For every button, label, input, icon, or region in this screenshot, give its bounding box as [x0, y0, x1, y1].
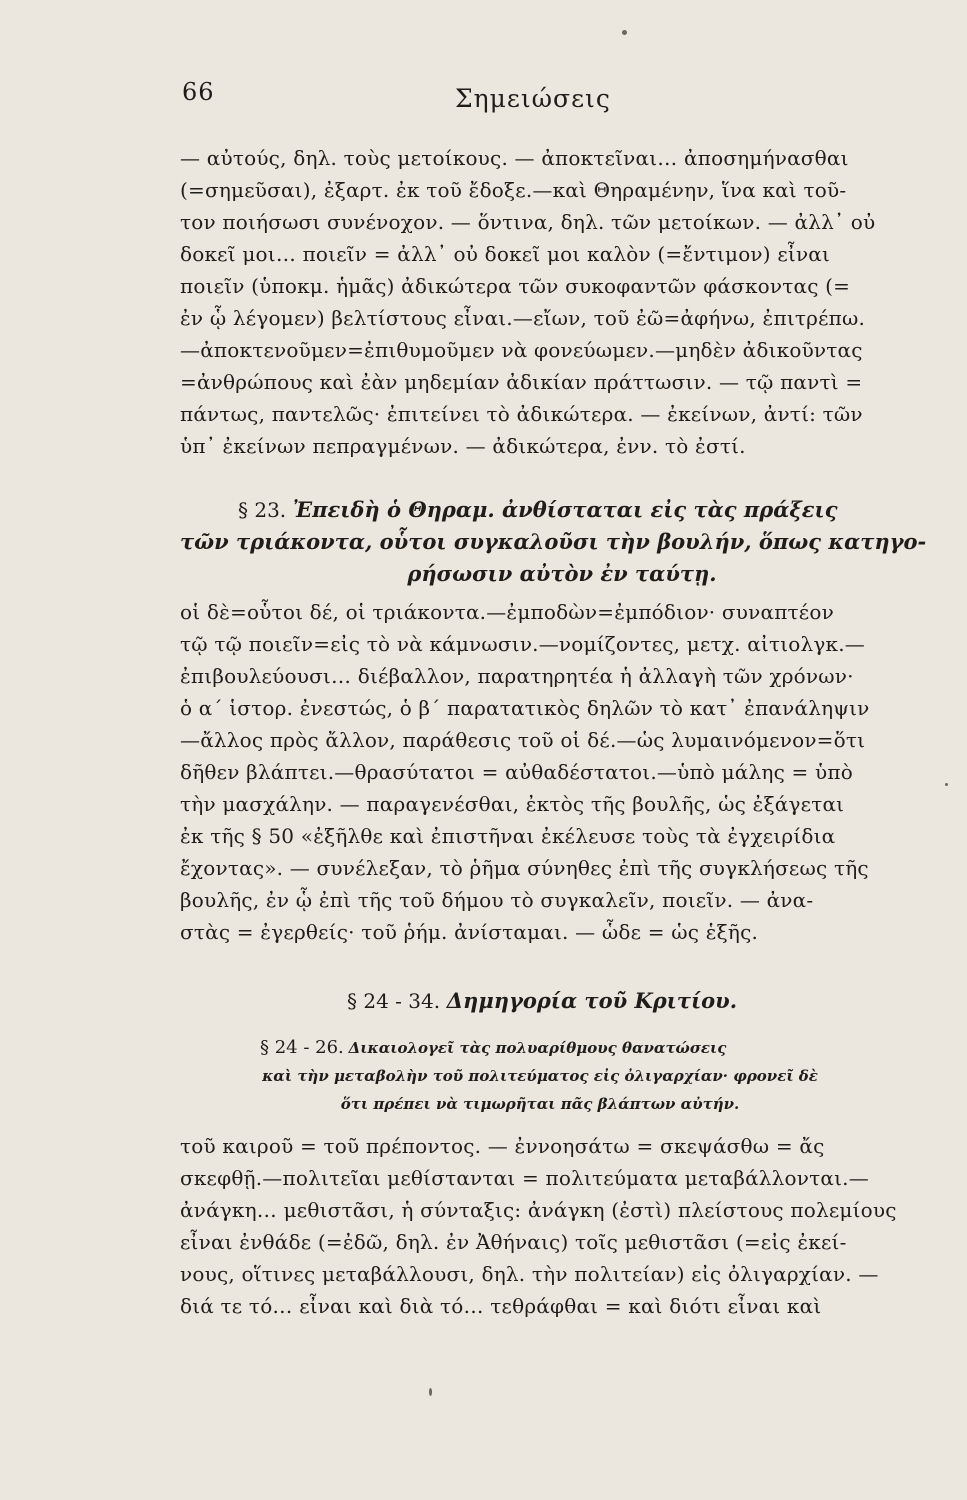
- section-number: § 24 - 26.: [260, 1037, 344, 1058]
- text-line: ὑπ᾽ ἐκείνων πεπραγμένων. — ἀδικώτερα, ἐνν. τὸ ἐστί.: [180, 434, 746, 458]
- paragraph-notes-23: [180, 596, 904, 948]
- summary-line: καὶ τὴν μεταβολὴν τοῦ πολιτεύματος εἰς ὀλιγαρχίαν· φρονεῖ δὲ: [262, 1067, 818, 1085]
- text-line: ἐν ᾧ λέγομεν) βελτίστους εἶναι.—εἴων, τοῦ ἐῶ=ἀφήνω, ἐπιτρέπω.: [180, 306, 866, 330]
- section-number: § 23.: [238, 498, 287, 522]
- paper-speck: [945, 783, 948, 786]
- text-line: ἐπιβουλεύουσι… διέβαλλον, παρατηρητέα ἡ ἀλλαγὴ τῶν χρόνων·: [180, 664, 854, 688]
- text-line: ὁ α´ ἱστορ. ἐνεστώς, ὁ β´ παρατατικὸς δηλῶν τὸ κατ᾽ ἐπανάληψιν: [180, 696, 870, 720]
- paragraph-notes-24: [180, 1130, 904, 1322]
- text-line: τοῦ καιροῦ = τοῦ πρέποντος. — ἐννοησάτω = σκεψάσθω = ἄς: [180, 1134, 825, 1158]
- section-24-34-heading: [180, 984, 904, 1018]
- section-24-26-summary: [200, 1034, 880, 1118]
- heading-line: Ἐπειδὴ ὁ Θηραμ. ἀνθίσταται εἰς τὰς πράξεις: [292, 497, 838, 522]
- text-line: στὰς = ἐγερθείς· τοῦ ῥήμ. ἀνίσταμαι. — ὧδε = ὡς ἑξῆς.: [180, 920, 759, 944]
- paragraph-notes-22: [180, 142, 904, 462]
- section-title: Δημηγορία τοῦ Κριτίου.: [446, 988, 738, 1013]
- text-line: τον ποιήσωσι συνένοχον. — ὅντινα, δηλ. τῶν μετοίκων. — ἀλλ᾽ οὐ: [180, 210, 876, 234]
- text-line: δοκεῖ μοι… ποιεῖν = ἀλλ᾽ οὐ δοκεῖ μοι καλὸν (=ἔντιμον) εἶναι: [180, 242, 831, 266]
- text-line: (=σημεῦσαι), ἐξαρτ. ἐκ τοῦ ἔδοξε.—καὶ Θηραμένην, ἵνα καὶ τοῦ-: [180, 178, 847, 202]
- text-line: τὴν μασχάλην. — παραγενέσθαι, ἐκτὸς τῆς βουλῆς, ὡς ἐξάγεται: [180, 792, 845, 816]
- summary-line: Δικαιολογεῖ τὰς πολυαρίθμους θανατώσεις: [348, 1039, 727, 1057]
- text-line: σκεφθῇ.—πολιτεῖαι μεθίστανται = πολιτεύματα μεταβάλλονται.—: [180, 1166, 869, 1190]
- text-line: — αὐτούς, δηλ. τοὺς μετοίκους. — ἀποκτεῖναι… ἀποσημήνασθαι: [180, 146, 849, 170]
- text-line: ποιεῖν (ὑποκμ. ἡμᾶς) ἀδικώτερα τῶν συκοφαντῶν φάσκοντας (=: [180, 274, 851, 298]
- text-line: τῷ τῷ ποιεῖν=εἰς τὸ νὰ κάμνωσιν.—νομίζοντες, μετχ. αἰτιολγκ.—: [180, 632, 865, 656]
- summary-line: ὅτι πρέπει νὰ τιμωρῆται πᾶς βλάπτων αὐτήν.: [340, 1095, 740, 1113]
- text-line: οἱ δὲ=οὗτοι δέ, οἱ τριάκοντα.—ἐμποδὼν=ἐμπόδιον· συναπτέον: [180, 600, 834, 624]
- heading-line: τῶν τριάκοντα, οὗτοι συγκαλοῦσι τὴν βουλήν, ὅπως κατηγο-: [180, 529, 927, 554]
- running-head: Σημειώσεις: [455, 84, 611, 113]
- text-line: ἐκ τῆς § 50 «ἐξῆλθε καὶ ἐπιστῆναι ἐκέλευσε τοὺς τὰ ἐγχειρίδια: [180, 824, 836, 848]
- section-23-heading: [180, 494, 927, 590]
- paper-speck: [429, 1388, 432, 1396]
- text-line: πάντως, παντελῶς· ἐπιτείνει τὸ ἀδικώτερα. — ἐκείνων, ἀντί: τῶν: [180, 402, 863, 426]
- text-line: —ἄλλος πρὸς ἄλλον, παράθεσις τοῦ οἱ δέ.—ὡς λυμαινόμενον=ὅτι: [180, 728, 866, 752]
- text-line: ἀνάγκη… μεθιστᾶσι, ἡ σύνταξις: ἀνάγκη (ἐστὶ) πλείστους πολεμίους: [180, 1198, 897, 1222]
- text-line: εἶναι ἐνθάδε (=ἐδῶ, δηλ. ἐν Ἀθήναις) τοῖς μεθιστᾶσι (=εἰς ἐκεί-: [180, 1230, 847, 1254]
- text-line: =ἀνθρώπους καὶ ἐὰν μηδεμίαν ἀδικίαν πράττωσιν. — τῷ παντὶ =: [180, 370, 863, 394]
- text-line: ἔχοντας». — συνέλεξαν, τὸ ῥῆμα σύνηθες ἐπὶ τῆς συγκλήσεως τῆς: [180, 856, 869, 880]
- page-number: 66: [182, 78, 215, 106]
- text-line: διά τε τό… εἶναι καὶ διὰ τό… τεθράφθαι = καὶ διότι εἶναι καὶ: [180, 1294, 822, 1318]
- text-line: —ἀποκτενοῦμεν=ἐπιθυμοῦμεν νὰ φονεύωμεν.—μηδὲν ἀδικοῦντας: [180, 338, 863, 362]
- heading-line: ρήσωσιν αὐτὸν ἐν ταύτῃ.: [407, 561, 717, 586]
- paper-speck: [622, 30, 627, 35]
- section-number: § 24 - 34.: [346, 989, 441, 1013]
- text-line: νους, οἵτινες μεταβάλλουσι, δηλ. τὴν πολιτείαν) εἰς ὀλιγαρχίαν. —: [180, 1262, 879, 1286]
- text-line: δῆθεν βλάπτει.—θρασύτατοι = αὐθαδέστατοι.—ὑπὸ μάλης = ὑπὸ: [180, 760, 853, 784]
- text-line: βουλῆς, ἐν ᾧ ἐπὶ τῆς τοῦ δήμου τὸ συγκαλεῖν, ποιεῖν. — ἀνα-: [180, 888, 814, 912]
